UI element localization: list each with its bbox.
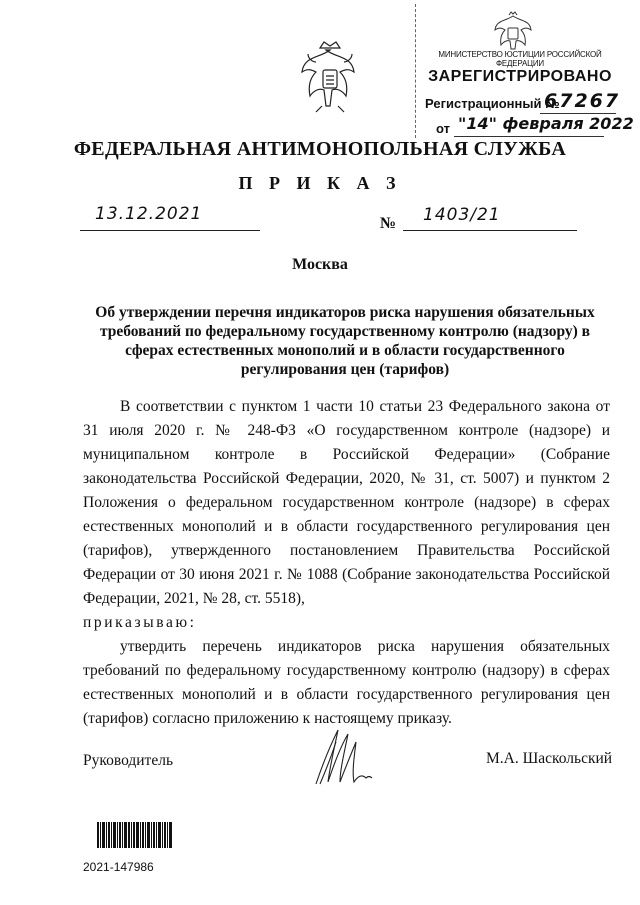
document-title: Об утверждении перечня индикаторов риска нарушения обязательных требований по федеральному государственному контролю (надзору) в сферах естественных монополий и в области государственного регулирования цен (тарифов) bbox=[95, 304, 595, 378]
stamp-status: ЗАРЕГИСТРИРОВАНО bbox=[428, 68, 612, 85]
organization-name: ФЕДЕРАЛЬНАЯ АНТИМОНОПОЛЬНАЯ СЛУЖБА bbox=[73, 138, 567, 160]
stamp-date-underline bbox=[454, 136, 604, 137]
stamp-reg-number-value: 67267 bbox=[544, 90, 621, 112]
document-type: П Р И К А З bbox=[238, 173, 402, 193]
signatory-role: Руководитель bbox=[83, 752, 174, 769]
handwritten-signature bbox=[312, 726, 374, 788]
stamp-date-value: "14" февраля 2022 bbox=[458, 114, 634, 133]
order-number-underline bbox=[403, 230, 577, 231]
stamp-ministry-name: МИНИСТЕРСТВО ЮСТИЦИИ РОССИЙСКОЙ ФЕДЕРАЦИИ bbox=[438, 50, 602, 68]
order-number-label: № bbox=[380, 215, 397, 232]
document-body bbox=[83, 395, 610, 731]
preamble-paragraph: В соответствии с пунктом 1 части 10 статьи 23 Федерального закона от 31 июля 2020 г. № 248-ФЗ «О государственном контроле (надзоре) и муниципальном контроле в Российской Федерации» (Собрание законодательства Российской Федерации, 2020, № 31, ст. 5007) и пунктом 2 Положения о федеральном государственном контроле (надзоре) в сферах естественных монополий и в области государственного регулирования цен (тарифов), утвержденного постановлением Правительства Российской Федерации от 30 июня 2021 г. № 1088 (Собрание законодательства Российской Федерации, 2021, № 28, ст. 5518), bbox=[83, 398, 610, 607]
stamp-reg-number-label: Регистрационный № bbox=[425, 96, 560, 111]
order-date-underline bbox=[80, 230, 260, 231]
stamp-date-label: от bbox=[436, 121, 450, 136]
document-code: 2021-147986 bbox=[83, 860, 154, 874]
barcode-icon bbox=[97, 822, 173, 848]
coat-of-arms-emblem-icon bbox=[298, 38, 362, 118]
order-number: 1403/21 bbox=[423, 205, 501, 225]
order-text-paragraph: утвердить перечень индикаторов риска нарушения обязательных требований по федеральному государственному контролю (надзору) в сферах естественных монополий и в области государственного регулирования цен (тарифов) согласно приложению к настоящему приказу. bbox=[83, 638, 610, 727]
order-word: приказываю: bbox=[83, 614, 197, 631]
city: Москва bbox=[292, 256, 348, 273]
order-date: 13.12.2021 bbox=[95, 204, 203, 224]
signatory-name: М.А. Шаскольский bbox=[486, 750, 613, 767]
stamp-emblem-icon bbox=[492, 10, 534, 50]
